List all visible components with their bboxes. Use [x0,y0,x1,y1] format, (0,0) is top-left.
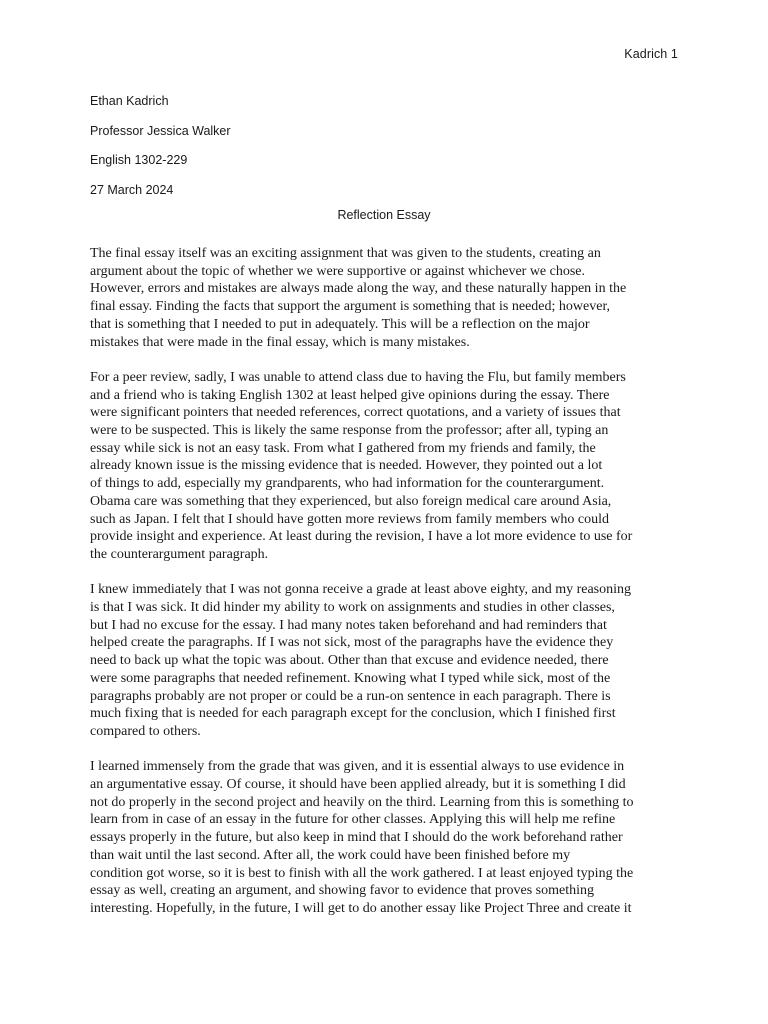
paragraph-line: essay as well, creating an argument, and showing favor to evidence that proves something [90,883,594,899]
essay-date: 27 March 2024 [90,182,174,197]
paragraph-line: much fixing that is needed for each paragraph except for the conclusion, which I finished first [90,706,616,722]
paragraph-line: the counterargument paragraph. [90,546,269,562]
paragraph-line: than wait until the last second. After all, the work could have been finished before my [90,847,571,863]
paragraph-line: and a friend who is taking English 1302 at least helped give opinions during the essay. There [90,387,610,403]
course-name: English 1302-229 [90,153,188,167]
paragraph-line: already known issue is the missing evidence that is needed. However, they pointed out a lot [90,458,603,474]
essay-body [90,245,678,935]
paragraph [90,758,678,917]
paragraph-line: were significant pointers that needed references, correct quotations, and a variety of issues that [90,405,621,421]
mla-heading [90,93,231,211]
paragraph-line: I knew immediately that I was not gonna receive a grade at least above eighty, and my reasoning [90,582,632,598]
paragraph-line: argument about the topic of whether we were supportive or against whichever we chose. [90,263,586,279]
paragraph-line: paragraphs probably are not proper or could be a run-on sentence in each paragraph. There is [90,688,611,704]
paragraph-line: I learned immensely from the grade that was given, and it is essential always to use evidence in [90,759,625,775]
paragraph [90,369,678,564]
paragraph-line: condition got worse, so it is best to finish with all the work gathered. I at least enjoyed typing the [90,865,634,881]
paragraph-line: The final essay itself was an exciting assignment that was given to the students, creating an [90,246,601,261]
paragraph-line: essays properly in the future, but also keep in mind that I should do the work beforehand rather [90,830,623,846]
running-head: Kadrich 1 [624,47,678,61]
paragraph-line: interesting. Hopefully, in the future, I will get to do another essay like Project Three and create it [90,900,632,916]
paragraph [90,245,678,351]
paragraph-line: not do properly in the second project and heavily on the third. Learning from this is something to [90,794,634,810]
paragraph-line: essay while sick is not an easy task. From what I gathered from my friends and family, the [90,440,596,456]
paragraph [90,581,678,740]
essay-title: Reflection Essay [337,208,431,222]
paragraph-line: such as Japan. I felt that I should have gotten more reviews from family members who could [90,511,610,527]
paragraph-line: need to back up what the topic was about. Other than that excuse and evidence needed, there [90,653,609,669]
author-name: Ethan Kadrich [90,94,169,108]
paragraph-line: were to be suspected. This is likely the same response from the professor; after all, typing an [90,423,609,439]
paragraph-line: but I had no excuse for the essay. I had many notes taken beforehand and had reminders that [90,617,607,633]
professor-name: Professor Jessica Walker [90,123,231,138]
paragraph-line: helped create the paragraphs. If I was not sick, most of the paragraphs have the evidence they [90,635,614,651]
paragraph-line: mistakes that were made in the final essay, which is many mistakes. [90,334,470,350]
paragraph-line: an argumentative essay. Of course, it should have been applied already, but it is something I did [90,777,626,793]
paragraph-line: compared to others. [90,723,201,739]
paragraph-line: that is something that I needed to put in adequately. This will be a reflection on the major [90,316,590,332]
paragraph-line: of things to add, especially my grandparents, who had information for the counterargument. [90,476,605,492]
paragraph-line: final essay. Finding the facts that support the argument is something that is needed; however, [90,299,611,315]
paragraph-line: is that I was sick. It did hinder my ability to work on assignments and studies in other classes, [90,600,615,616]
paragraph-line: were some paragraphs that needed refinement. Knowing what I typed while sick, most of the [90,670,611,686]
paragraph-line: However, errors and mistakes are always made along the way, and these naturally happen in the [90,281,627,297]
paragraph-line: For a peer review, sadly, I was unable to attend class due to having the Flu, but family members [90,369,626,385]
paragraph-line: learn from in case of an essay in the future for other classes. Applying this will help me refine [90,812,616,828]
paragraph-line: provide insight and experience. At least during the revision, I have a lot more evidence to use for [90,529,633,545]
paragraph-line: Obama care was something that they experienced, but also foreign medical care around Asia, [90,493,612,509]
